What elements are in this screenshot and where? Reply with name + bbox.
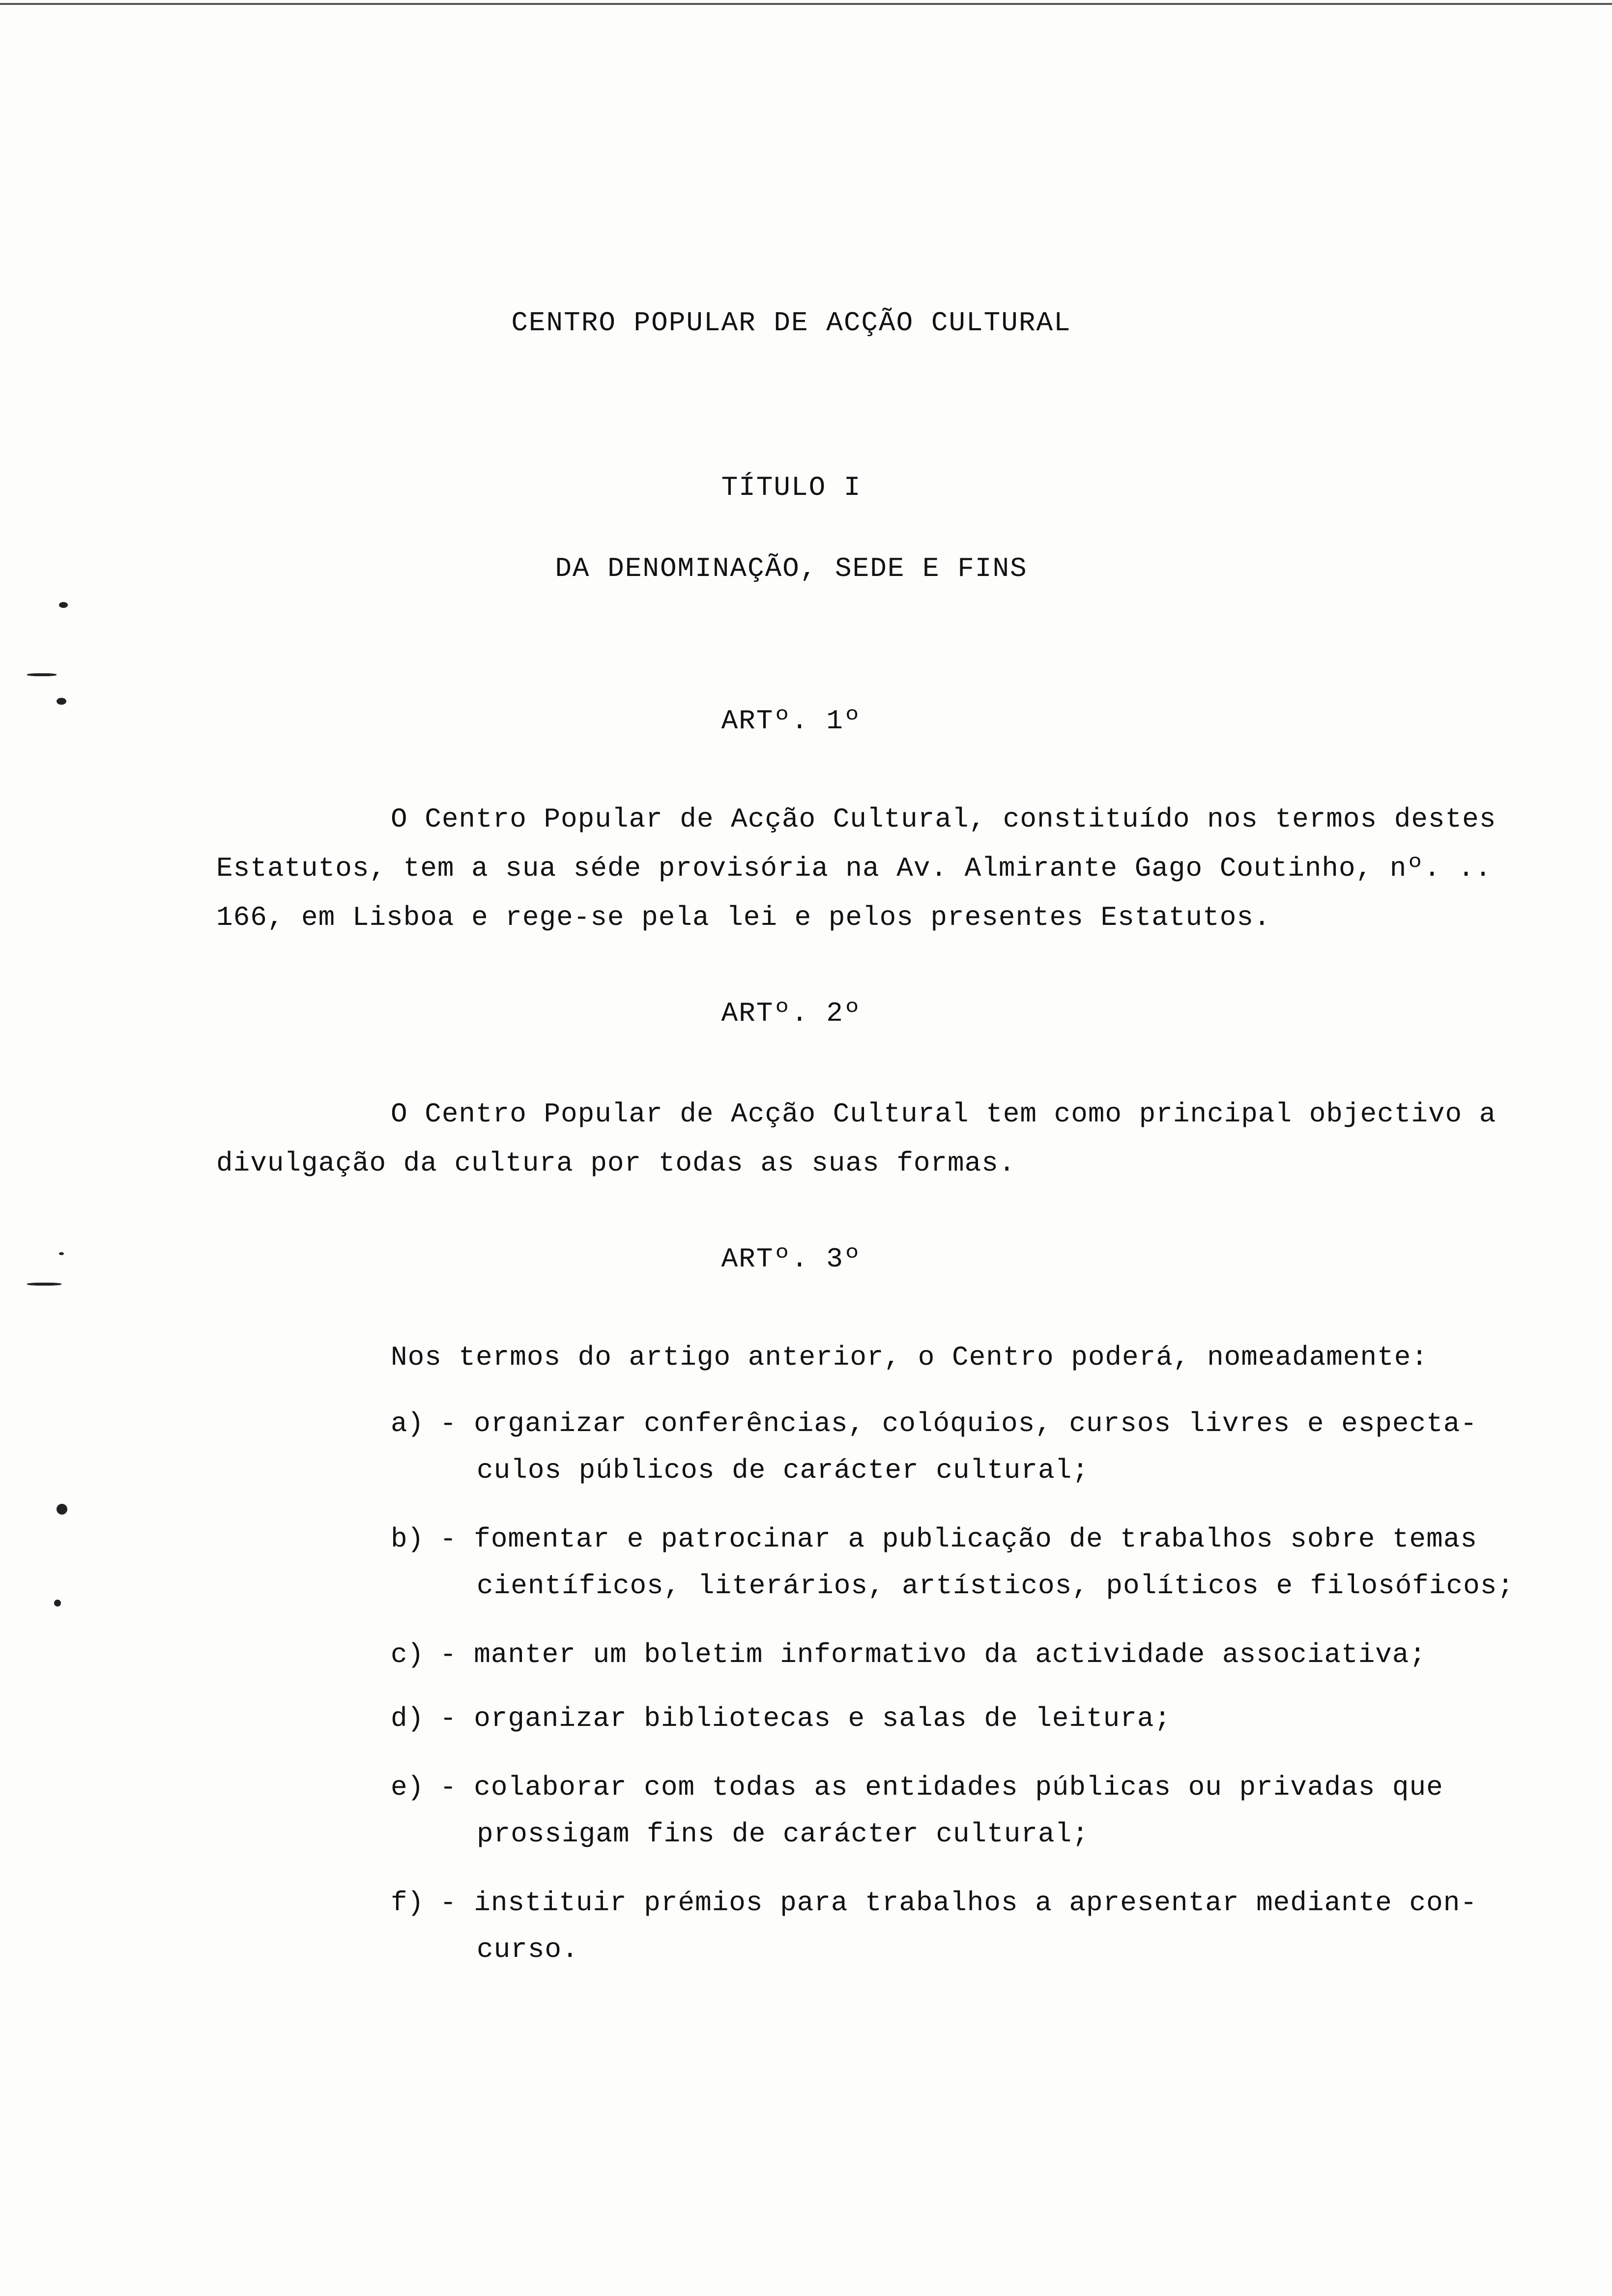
article-1-heading: ARTº. 1º: [721, 705, 862, 737]
item-d-line-1: - organizar bibliotecas e salas de leitura;: [440, 1703, 1172, 1734]
item-b-line-1: - fomentar e patrocinar a publicação de trabalhos sobre temas: [440, 1523, 1477, 1555]
article-2-heading: ARTº. 2º: [721, 998, 862, 1029]
article-1-line-2: Estatutos, tem a sua séde provisória na Av. Almirante Gago Coutinho, nº. ..: [216, 853, 1492, 884]
item-e-label: e): [391, 1772, 424, 1803]
scan-mark: [59, 602, 68, 608]
title-number: TÍTULO I: [721, 472, 862, 503]
article-2-line-1: O Centro Popular de Acção Cultural tem como principal objectivo a: [391, 1098, 1497, 1130]
scan-mark: [27, 1283, 61, 1286]
scan-mark: [57, 698, 66, 705]
article-3-intro: Nos termos do artigo anterior, o Centro poderá, nomeadamente:: [391, 1342, 1428, 1373]
item-a-line-2: culos públicos de carácter cultural;: [477, 1455, 1089, 1486]
item-c-label: c): [391, 1639, 424, 1670]
item-f-line-2: curso.: [477, 1934, 579, 1965]
article-3-heading: ARTº. 3º: [721, 1243, 862, 1275]
item-a-line-1: - organizar conferências, colóquios, cursos livres e especta-: [440, 1408, 1477, 1439]
scan-mark: [54, 1600, 61, 1607]
item-e-line-2: prossigam fins de carácter cultural;: [477, 1818, 1089, 1850]
item-f-label: f): [391, 1887, 424, 1919]
document-title: CENTRO POPULAR DE ACÇÃO CULTURAL: [511, 307, 1071, 339]
item-b-label: b): [391, 1523, 424, 1555]
section-subtitle: DA DENOMINAÇÃO, SEDE E FINS: [555, 553, 1028, 584]
scan-mark: [27, 673, 57, 676]
article-1-line-1: O Centro Popular de Acção Cultural, constituído nos termos destes: [391, 804, 1497, 835]
item-f-line-1: - instituir prémios para trabalhos a apresentar mediante con-: [440, 1887, 1477, 1919]
item-b-line-2: científicos, literários, artísticos, políticos e filosóficos;: [477, 1570, 1514, 1602]
item-c-line-1: - manter um boletim informativo da actividade associativa;: [440, 1639, 1427, 1670]
article-2-line-2: divulgação da cultura por todas as suas formas.: [216, 1148, 1016, 1179]
item-e-line-1: - colaborar com todas as entidades públicas ou privadas que: [440, 1772, 1443, 1803]
top-edge-rule: [0, 3, 1612, 5]
article-1-line-3: 166, em Lisboa e rege-se pela lei e pelos presentes Estatutos.: [216, 902, 1271, 933]
scan-mark: [57, 1504, 67, 1515]
item-d-label: d): [391, 1703, 424, 1734]
item-a-label: a): [391, 1408, 424, 1439]
